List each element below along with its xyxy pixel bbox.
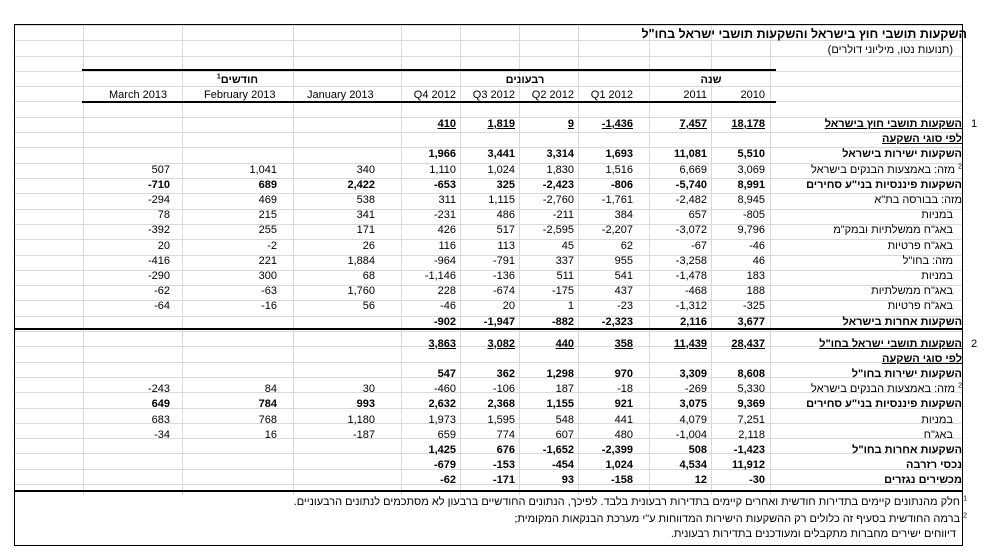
column-header: Q2 2012 bbox=[531, 89, 574, 101]
value-cell: 68 bbox=[362, 270, 375, 282]
value-cell: 511 bbox=[556, 270, 574, 282]
table-subtitle: (תנועות נטו, מיליוני דולרים) bbox=[827, 44, 953, 56]
value-cell: 215 bbox=[258, 209, 277, 222]
value-cell: 1,830 bbox=[546, 163, 574, 176]
row-label bbox=[842, 148, 962, 161]
gridline-h bbox=[14, 331, 962, 332]
value-cell: 18,178 bbox=[731, 118, 765, 130]
value-cell: 3,069 bbox=[737, 163, 765, 176]
group-header-annual: שנה bbox=[700, 74, 722, 86]
value-cell: 4,534 bbox=[679, 459, 707, 472]
value-cell: -231 bbox=[433, 209, 456, 222]
value-cell: 221 bbox=[258, 254, 277, 267]
column-header: January 2013 bbox=[307, 89, 374, 101]
table-title: השקעות תושבי חוץ בישראל והשקעות תושבי ישראל בחו"ל bbox=[641, 27, 967, 41]
row-label-text: השקעות אחרות בחו"ל bbox=[852, 443, 962, 456]
value-cell: 1,693 bbox=[605, 148, 633, 161]
footnote-1-text: חלק מהנתונים קיימים בתדירות חודשית ואחרים קיימים בתדירות רבעונית בלבד. לפיכך, הנתונים החודשיים ברבעון לא מסתכמים לנתונים הרבעוניים. bbox=[293, 496, 961, 508]
value-cell: 325 bbox=[496, 178, 515, 191]
value-cell: -964 bbox=[433, 254, 456, 267]
footnote-divider bbox=[14, 490, 963, 492]
value-cell: 774 bbox=[496, 428, 515, 441]
value-cell: 337 bbox=[555, 254, 574, 267]
row-label-text: באג"ח פרטיות bbox=[887, 239, 953, 252]
value-cell: 341 bbox=[356, 209, 375, 222]
value-cell: -805 bbox=[742, 209, 765, 222]
row-label bbox=[882, 353, 962, 366]
value-cell: 508 bbox=[688, 443, 707, 456]
gridline-h bbox=[14, 56, 962, 57]
gridline-h bbox=[14, 453, 962, 454]
row-label-text: מזה: באמצעות הבנקים בישראל bbox=[810, 163, 956, 176]
value-cell: -175 bbox=[551, 285, 574, 298]
gridline-h bbox=[14, 209, 962, 210]
value-cell: -158 bbox=[610, 474, 633, 487]
value-cell: 384 bbox=[614, 209, 633, 222]
value-cell: 480 bbox=[614, 428, 633, 441]
value-cell: 45 bbox=[561, 239, 574, 252]
row-label-text: השקעות ישירות בישראל bbox=[842, 148, 962, 161]
value-cell: 5,510 bbox=[737, 148, 765, 161]
row-label-text: באג"ח bbox=[923, 428, 953, 441]
value-cell: 410 bbox=[437, 118, 456, 130]
value-cell: -1,312 bbox=[675, 300, 707, 313]
gridline-v bbox=[649, 25, 650, 495]
group-header-monthly-label: חודשים bbox=[220, 74, 259, 86]
value-cell: 1,155 bbox=[546, 398, 574, 411]
column-header: Q3 2012 bbox=[472, 89, 515, 101]
value-cell: 1,024 bbox=[487, 163, 515, 176]
value-cell: 548 bbox=[555, 413, 574, 426]
value-cell: -454 bbox=[551, 459, 574, 472]
value-cell: -1,652 bbox=[542, 443, 574, 456]
value-cell: 2,368 bbox=[487, 398, 515, 411]
value-cell: 56 bbox=[362, 300, 375, 313]
footnote-2-mark: 2 bbox=[963, 512, 967, 520]
value-cell: 1,973 bbox=[428, 413, 456, 426]
value-cell: 1,966 bbox=[428, 148, 456, 161]
value-cell: -63 bbox=[261, 285, 277, 298]
value-cell: 676 bbox=[496, 443, 515, 456]
value-cell: -46 bbox=[749, 239, 765, 252]
value-cell: 340 bbox=[356, 163, 375, 176]
row-label-text: מכשירים נגזרים bbox=[884, 474, 962, 487]
value-cell: 11,081 bbox=[673, 148, 707, 161]
value-cell: -171 bbox=[492, 474, 515, 487]
value-cell: 3,314 bbox=[546, 148, 574, 161]
row-label bbox=[888, 300, 953, 313]
row-label-text: השקעות פיננסיות בני"ע סחירים bbox=[806, 398, 962, 411]
value-cell: -294 bbox=[147, 194, 170, 206]
row-label bbox=[843, 316, 963, 329]
value-cell: 7,457 bbox=[679, 118, 707, 130]
group-header-quarterly: רבעונים bbox=[505, 74, 545, 86]
row-label bbox=[852, 444, 962, 457]
row-label bbox=[921, 414, 953, 427]
value-cell: -416 bbox=[147, 254, 170, 267]
gridline-h bbox=[14, 71, 962, 72]
value-cell: 20 bbox=[502, 300, 515, 313]
row-label bbox=[819, 338, 962, 351]
value-cell: -674 bbox=[492, 285, 515, 298]
value-cell: -2,323 bbox=[601, 315, 633, 328]
value-cell: 30 bbox=[362, 383, 375, 396]
gridline-v bbox=[519, 25, 520, 495]
value-cell: 3,863 bbox=[428, 337, 456, 350]
value-cell: -290 bbox=[147, 270, 170, 282]
gridline-h bbox=[14, 25, 962, 26]
value-cell: -2,482 bbox=[675, 194, 707, 206]
value-cell: -882 bbox=[551, 315, 574, 328]
value-cell: 1 bbox=[567, 300, 574, 313]
value-cell: -106 bbox=[492, 383, 515, 396]
value-cell: 9,796 bbox=[737, 224, 765, 237]
section-number: 2 bbox=[971, 337, 978, 350]
gridline-v bbox=[578, 25, 579, 495]
value-cell: 46 bbox=[752, 254, 765, 267]
value-cell: 541 bbox=[614, 270, 633, 282]
value-cell: 437 bbox=[614, 285, 633, 298]
value-cell: 1,516 bbox=[605, 163, 633, 176]
value-cell: 26 bbox=[362, 239, 375, 252]
value-cell: -67 bbox=[691, 239, 707, 252]
column-header: Q1 2012 bbox=[590, 89, 633, 101]
value-cell: 649 bbox=[151, 398, 170, 411]
value-cell: 228 bbox=[437, 285, 456, 298]
row-label bbox=[871, 285, 953, 298]
value-cell: 362 bbox=[496, 367, 515, 380]
value-cell: 1,595 bbox=[487, 413, 515, 426]
value-cell: -136 bbox=[492, 270, 515, 282]
value-cell: 1,115 bbox=[488, 194, 515, 206]
value-cell: -1,004 bbox=[675, 428, 707, 441]
value-cell: 507 bbox=[151, 163, 170, 176]
value-cell: 2,422 bbox=[347, 178, 375, 191]
row-label-text: באג"ח ממשלתיות bbox=[871, 285, 953, 298]
value-cell: 93 bbox=[561, 474, 574, 487]
row-label-text: באג"ח פרטיות bbox=[887, 300, 953, 313]
value-cell: 921 bbox=[614, 398, 633, 411]
section-number: 1 bbox=[971, 118, 978, 130]
value-cell: 3,309 bbox=[679, 367, 707, 380]
row-label-text: השקעות אחרות בישראל bbox=[842, 315, 962, 328]
value-cell: -3,258 bbox=[675, 254, 707, 267]
row-label bbox=[924, 429, 953, 442]
value-cell: 116 bbox=[438, 239, 456, 252]
value-cell: 657 bbox=[688, 209, 707, 222]
header-rule-top bbox=[82, 69, 776, 71]
value-cell: -5,740 bbox=[675, 178, 707, 191]
value-cell: 441 bbox=[614, 413, 633, 426]
row-label-text: נכסי רזרבה bbox=[906, 459, 962, 472]
value-cell: -30 bbox=[749, 474, 765, 487]
column-header: March 2013 bbox=[109, 89, 168, 101]
border-bottom bbox=[14, 545, 963, 546]
gridline-h bbox=[14, 239, 962, 240]
value-cell: 517 bbox=[496, 224, 515, 237]
row-label-text: השקעות ישירות בחו"ל bbox=[851, 367, 962, 380]
value-cell: 5,330 bbox=[737, 383, 765, 396]
value-cell: 255 bbox=[258, 224, 277, 237]
row-label bbox=[888, 240, 953, 253]
gridline-h bbox=[14, 377, 962, 378]
footnote-2-continued: דיווחים ישירים מחברות מתקבלים ומעודכנים בתדירות רבעונית. bbox=[670, 528, 956, 540]
value-cell: -1,761 bbox=[601, 194, 633, 206]
value-cell: 4,079 bbox=[679, 413, 707, 426]
value-cell: -1,146 bbox=[424, 270, 456, 282]
value-cell: -2,399 bbox=[601, 443, 633, 456]
value-cell: -34 bbox=[154, 428, 170, 441]
value-cell: 113 bbox=[497, 239, 515, 252]
row-label-text: השקעות תושבי ישראל בחו"ל bbox=[819, 337, 962, 350]
value-cell: -806 bbox=[610, 178, 633, 191]
value-cell: -2,760 bbox=[542, 194, 574, 206]
row-label-text: מזה: בבורסה בת"א bbox=[874, 194, 962, 206]
footnote-2-text: ברמה החודשית בסעיף זה כלולים רק ההשקעות הישירות המדווחות ע"י מערכת הבנקאות המקומית; bbox=[514, 513, 961, 525]
column-header: February 2013 bbox=[204, 89, 276, 101]
value-cell: 1,041 bbox=[249, 163, 277, 176]
column-header: Q4 2012 bbox=[413, 89, 456, 101]
row-label bbox=[852, 368, 962, 381]
row-label bbox=[882, 133, 962, 146]
row-label-text: במניות bbox=[921, 413, 953, 426]
row-label-text: השקעות פיננסיות בני"ע סחירים bbox=[806, 178, 962, 191]
value-cell: 538 bbox=[356, 194, 375, 206]
value-cell: 784 bbox=[258, 398, 277, 411]
column-header: 2011 bbox=[683, 89, 707, 101]
value-cell: 84 bbox=[264, 383, 277, 396]
value-cell: 11,912 bbox=[731, 459, 765, 472]
value-cell: 3,441 bbox=[487, 148, 515, 161]
value-cell: 683 bbox=[151, 413, 170, 426]
value-cell: 659 bbox=[437, 428, 456, 441]
value-cell: -18 bbox=[617, 383, 633, 396]
value-cell: 426 bbox=[437, 224, 456, 237]
label-footnote-mark: 2 bbox=[958, 382, 962, 390]
value-cell: 1,819 bbox=[487, 118, 515, 130]
value-cell: 689 bbox=[258, 178, 277, 191]
value-cell: 8,608 bbox=[737, 367, 765, 380]
gridline-h bbox=[14, 469, 962, 470]
value-cell: 6,669 bbox=[679, 163, 707, 176]
gridline-h bbox=[14, 484, 962, 485]
border-right bbox=[962, 25, 963, 545]
value-cell: 78 bbox=[157, 209, 170, 222]
group-header-monthly bbox=[85, 74, 390, 87]
value-cell: 9 bbox=[567, 118, 574, 130]
value-cell: -902 bbox=[433, 315, 456, 328]
value-cell: 9,369 bbox=[737, 398, 765, 411]
value-cell: -468 bbox=[684, 285, 707, 298]
value-cell: 2,118 bbox=[738, 428, 765, 441]
row-label bbox=[811, 383, 962, 396]
value-cell: -1,478 bbox=[675, 270, 707, 282]
border-top bbox=[14, 24, 963, 25]
value-cell: -211 bbox=[552, 209, 574, 222]
column-header: 2010 bbox=[740, 89, 765, 101]
row-label-text: השקעות תושבי חוץ בישראל bbox=[824, 118, 962, 130]
value-cell: -791 bbox=[492, 254, 515, 267]
value-cell: 1,110 bbox=[429, 163, 456, 176]
row-label bbox=[833, 224, 953, 237]
value-cell: 607 bbox=[555, 428, 574, 441]
footnote-1 bbox=[294, 496, 967, 509]
border-left bbox=[14, 25, 15, 545]
gridline-v bbox=[182, 25, 183, 495]
value-cell: 440 bbox=[555, 337, 574, 350]
value-cell: 16 bbox=[264, 428, 277, 441]
value-cell: 2,116 bbox=[680, 315, 707, 328]
value-cell: -23 bbox=[617, 300, 633, 313]
value-cell: 8,945 bbox=[737, 194, 765, 206]
value-cell: 1,180 bbox=[347, 413, 375, 426]
row-label-text: לפי סוגי השקעה bbox=[882, 352, 962, 365]
value-cell: 311 bbox=[438, 194, 456, 206]
value-cell: 970 bbox=[614, 367, 633, 380]
value-cell: -1,436 bbox=[601, 118, 633, 130]
value-cell: 3,677 bbox=[737, 315, 765, 328]
gridline-v bbox=[401, 25, 402, 495]
footnote-1-mark: 1 bbox=[963, 495, 967, 503]
value-cell: 7,251 bbox=[737, 413, 765, 426]
value-cell: 358 bbox=[614, 337, 633, 350]
value-cell: -1,947 bbox=[483, 315, 515, 328]
value-cell: -269 bbox=[684, 383, 707, 396]
row-label bbox=[884, 474, 962, 487]
value-cell: -3,072 bbox=[675, 224, 707, 237]
value-cell: 1,884 bbox=[347, 254, 375, 267]
value-cell: 188 bbox=[746, 285, 765, 298]
value-cell: -153 bbox=[492, 459, 515, 472]
value-cell: -1,423 bbox=[733, 443, 765, 456]
value-cell: -243 bbox=[147, 383, 170, 396]
row-label-text: מזה: בחו"ל bbox=[902, 254, 953, 267]
value-cell: -2,595 bbox=[542, 224, 574, 237]
value-cell: 3,075 bbox=[679, 398, 707, 411]
gridline-v bbox=[770, 25, 771, 495]
value-cell: 3,082 bbox=[487, 337, 515, 350]
value-cell: 2,632 bbox=[428, 398, 456, 411]
value-cell: -16 bbox=[261, 300, 277, 313]
value-cell: -2,423 bbox=[542, 178, 574, 191]
row-label bbox=[825, 118, 962, 131]
row-label bbox=[921, 270, 953, 283]
gridline-v bbox=[460, 25, 461, 495]
value-cell: 547 bbox=[437, 367, 456, 380]
row-label-text: מזה: באמצעות הבנקים בישראל bbox=[810, 383, 956, 396]
value-cell: 300 bbox=[258, 270, 277, 282]
row-label-text: במניות bbox=[921, 209, 953, 222]
row-label bbox=[921, 209, 953, 222]
value-cell: 20 bbox=[157, 239, 170, 252]
value-cell: -187 bbox=[352, 428, 375, 441]
value-cell: -2 bbox=[267, 239, 277, 252]
value-cell: 469 bbox=[258, 194, 277, 206]
value-cell: -325 bbox=[742, 300, 765, 313]
value-cell: 12 bbox=[694, 474, 707, 487]
value-cell: 62 bbox=[620, 239, 633, 252]
value-cell: 486 bbox=[496, 209, 515, 222]
gridline-h bbox=[14, 132, 962, 133]
value-cell: -64 bbox=[154, 300, 170, 313]
value-cell: -460 bbox=[433, 383, 456, 396]
value-cell: -710 bbox=[147, 178, 170, 191]
row-label bbox=[806, 398, 962, 411]
row-label bbox=[806, 179, 962, 192]
value-cell: -679 bbox=[433, 459, 456, 472]
value-cell: -62 bbox=[154, 285, 170, 298]
value-cell: 1,298 bbox=[546, 367, 574, 380]
footnote-2 bbox=[514, 513, 967, 526]
value-cell: -62 bbox=[440, 474, 456, 487]
value-cell: 993 bbox=[356, 398, 375, 411]
value-cell: 955 bbox=[614, 254, 633, 267]
value-cell: 1,425 bbox=[428, 443, 456, 456]
gridline-v bbox=[83, 25, 84, 495]
gridline-v bbox=[293, 25, 294, 495]
value-cell: 1,760 bbox=[347, 285, 375, 298]
value-cell: 768 bbox=[258, 413, 277, 426]
value-cell: -46 bbox=[440, 300, 456, 313]
row-label-text: במניות bbox=[921, 270, 953, 282]
row-label-text: באג"ח ממשלתיות ובמק"מ bbox=[833, 224, 953, 237]
value-cell: 11,439 bbox=[673, 337, 707, 350]
value-cell: 28,437 bbox=[731, 337, 765, 350]
value-cell: 8,991 bbox=[737, 178, 765, 191]
row-label bbox=[811, 164, 962, 177]
value-cell: -653 bbox=[433, 178, 456, 191]
monthly-footnote-mark: 1 bbox=[216, 73, 221, 81]
value-cell: 171 bbox=[356, 224, 375, 237]
row-label bbox=[903, 255, 953, 268]
row-label-text: לפי סוגי השקעה bbox=[882, 133, 962, 146]
row-label bbox=[906, 459, 962, 472]
value-cell: -392 bbox=[147, 224, 170, 237]
row-label bbox=[874, 194, 962, 207]
label-footnote-mark: 2 bbox=[958, 162, 962, 170]
value-cell: 187 bbox=[555, 383, 574, 396]
value-cell: 183 bbox=[746, 270, 765, 282]
value-cell: -2,207 bbox=[601, 224, 633, 237]
gridline-h bbox=[14, 362, 962, 363]
value-cell: 1,024 bbox=[605, 459, 633, 472]
gridline-v bbox=[711, 25, 712, 495]
